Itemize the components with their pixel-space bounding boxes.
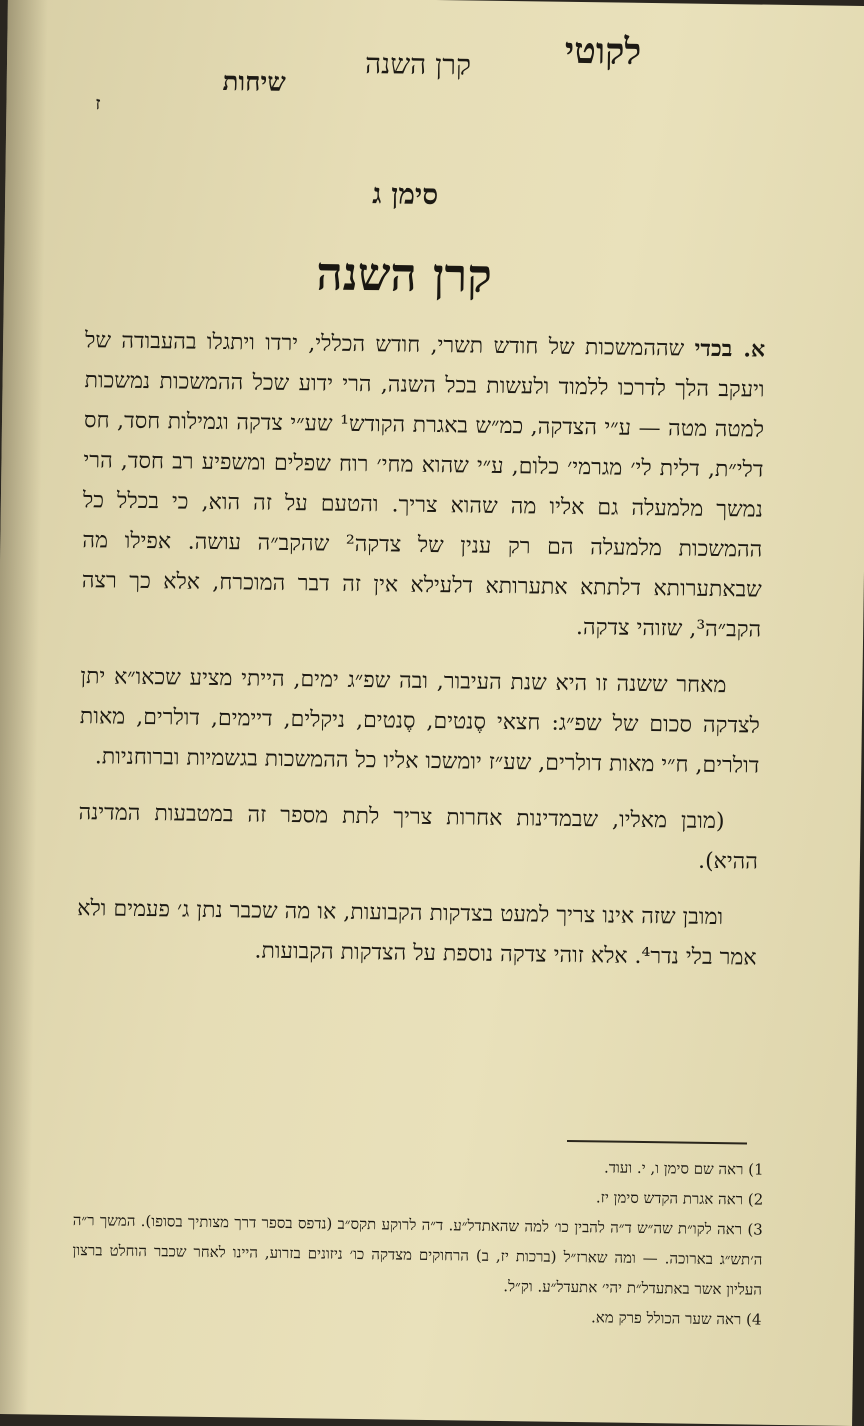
page-gutter-shadow — [0, 0, 48, 1414]
footnote-2: 2) ראה אגרת הקדש סימן יז. — [595, 1188, 764, 1209]
section-number: סימן ג — [371, 177, 439, 212]
paragraph-4: ומובן שזה אינו צריך למעט בצדקות הקבועות, או מה שכבר נתן ג׳ פעמים ולא אמר בלי נדר⁴. אלא זוהי צדקה נוספת על הצדקות הקבועות. — [77, 896, 757, 971]
paragraph-2: מאחר ששנה זו היא שנת העיבור, ובה שפ״ג ימים, הייתי מציע שכאו״א יתן לצדקה סכום של שפ״ג: חצאי סֶנטים, סֶנטים, ניקלים, דיימים, דולרים, מאות דולרים, ח״י מאות דולרים, שע״ז יומשכו אליו כל ההמשכות בגשמיות וברוחניות. — [79, 664, 760, 779]
running-head-likutei: לקוטי — [564, 29, 642, 73]
footnote-1: 1) ראה שם סימן ו, י. ועוד. — [603, 1158, 764, 1179]
footnote-divider — [567, 1140, 747, 1145]
running-head-keren: קרן השנה — [364, 47, 472, 82]
paragraph-1 — [81, 320, 765, 650]
paragraph-1-lead: א. בכדי — [694, 335, 766, 363]
running-head-sichot: שיחות — [222, 67, 286, 98]
footnote-3: 3) ראה לקו״ת שה״ש ד״ה להבין כו׳ למה שהאתדל״ע. ד״ה לרוקע תקס״ב (נדפס בספר דרך מצותיך בסופו). המשך ר״ה ה׳תש״ג בארוכה. — ומה שארז״ל (ברכות יז, ב) הרחוקים מצדקה כו׳ ניזונים בזרוע, היינו לאחר שכבר הוחלט ברצון העליון אשר באתעדל״ת יהי׳ אתעדל״ע. וק״ל. — [72, 1211, 763, 1299]
page-number: ז — [95, 93, 101, 115]
footnote-4: 4) ראה שער הכולל פרק מא. — [590, 1308, 762, 1329]
footnotes — [71, 1145, 763, 1335]
page-title: קרן השנה — [316, 246, 493, 303]
paragraph-1-text: שההמשכות של חודש תשרי, חודש הכללי, ירדו ויתגלו בהעבודה של ויעקב הלך לדרכו ללמוד ולעשות בכל השנה, הרי ידוע שכל ההמשכות נמשכות למטה מטה — ע״י הצדקה, כמ״ש באגרת הקודש¹ שע״י צדקה וגמילות חסד, חס דלי״ת, דלית לי׳ מגרמי׳ כלום, ע״י שהוא מחי׳ רוח שפלים ומשפיע רב חסד, הרי נמשך מלמעלה גם אליו מה שהוא צריך. והטעם על זה הוא, כי בכלל כל ההמשכות מלמעלה הם רק ענין של צדקה² שהקב״ה עושה. אפילו מה שבאתערותא דלתתא אתערותא דלעילא אין זה דבר המוכרח, אלא כך רצה הקב״ה³, שזוהי צדקה. — [81, 328, 765, 643]
paragraph-3: (מובן מאליו, שבמדינות אחרות צריך לתת מספר זה במטבעות המדינה ההיא). — [78, 800, 759, 875]
body-text — [76, 320, 765, 994]
